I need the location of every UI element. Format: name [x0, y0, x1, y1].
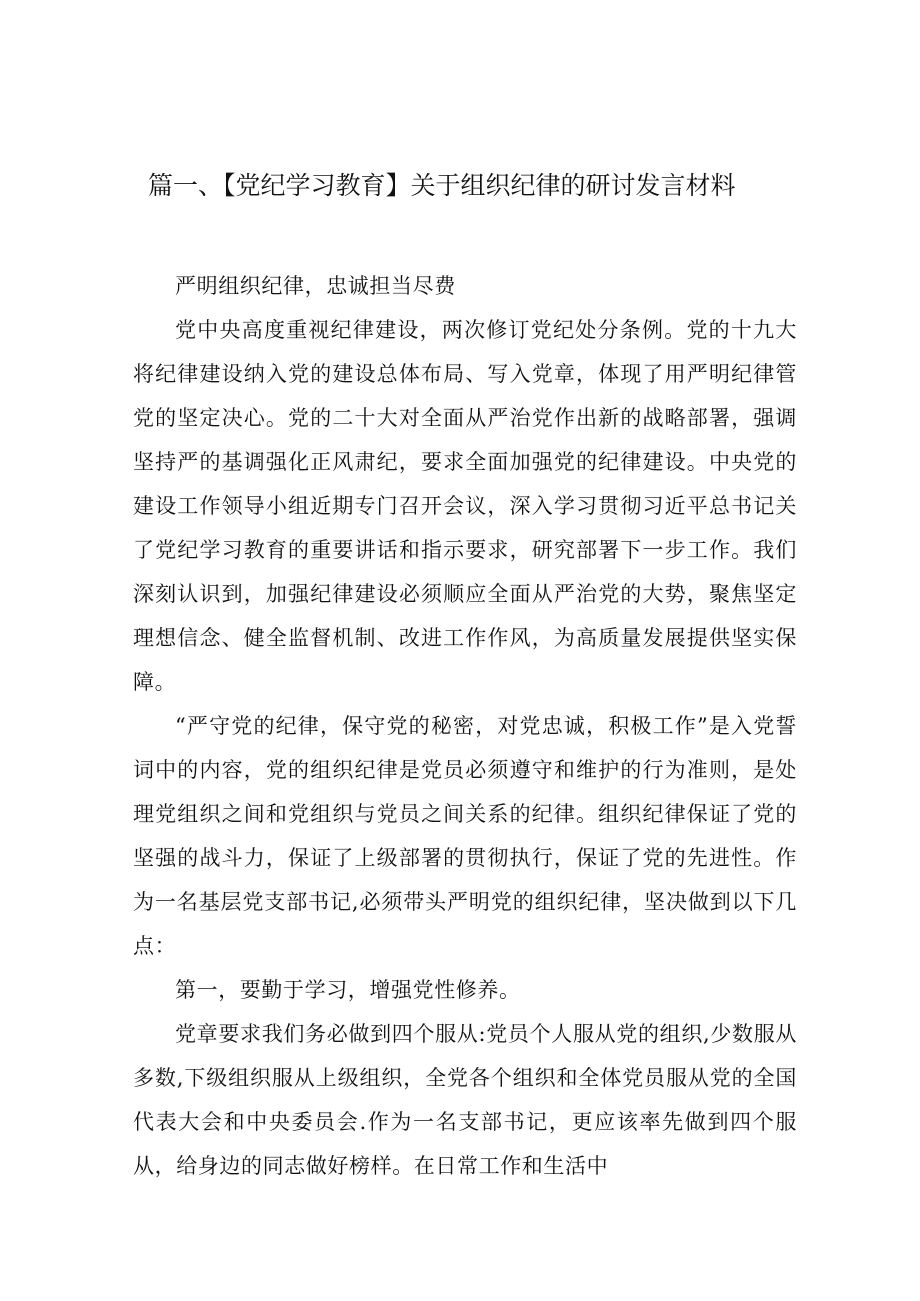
document-body: [133, 264, 797, 1188]
document-title: 篇一、【党纪学习教育】关于组织纪律的研讨发言材料: [148, 171, 736, 200]
point-heading: 第一，要勤于学习，增强党性修养。: [175, 978, 521, 1002]
body-paragraph: “严守党的纪律，保守党的秘密，对党忠诚，积极工作”是入党誓词中的内容，党的组织纪律是党员必须遵守和维护的行为准则，是处理党组织之间和党组织与党员之间关系的纪律。组织纪律保证了党的坚强的战斗力，保证了上级部署的贯彻执行，保证了党的先进性。作为一名基层党支部书记,必须带头严明党的组织纪律，坚决做到以下几点：: [133, 714, 797, 958]
section-subtitle: 严明组织纪律，忠诚担当尽费: [175, 274, 456, 298]
body-paragraph: 党章要求我们务必做到四个服从:党员个人服从党的组织,少数服从多数,下级组织服从上级组织，全党各个组织和全体党员服从党的全国代表大会和中央委员会.作为一名支部书记，更应该率先做到四个服从，给身边的同志做好榜样。在日常工作和生活中: [133, 1022, 797, 1178]
body-paragraph: 党中央高度重视纪律建设，两次修订党纪处分条例。党的十九大将纪律建设纳入党的建设总体布局、写入党章，体现了用严明纪律管党的坚定决心。党的二十大对全面从严治党作出新的战略部署，强调坚持严的基调强化正风肃纪，要求全面加强党的纪律建设。中央党的建设工作领导小组近期专门召开会议，深入学习贯彻习近平总书记关了党纪学习教育的重要讲话和指示要求，研究部署下一步工作。我们深刻认识到，加强纪律建设必须顺应全面从严治党的大势，聚焦坚定理想信念、健全监督机制、改进工作作风，为高质量发展提供坚实保障。: [133, 318, 797, 694]
